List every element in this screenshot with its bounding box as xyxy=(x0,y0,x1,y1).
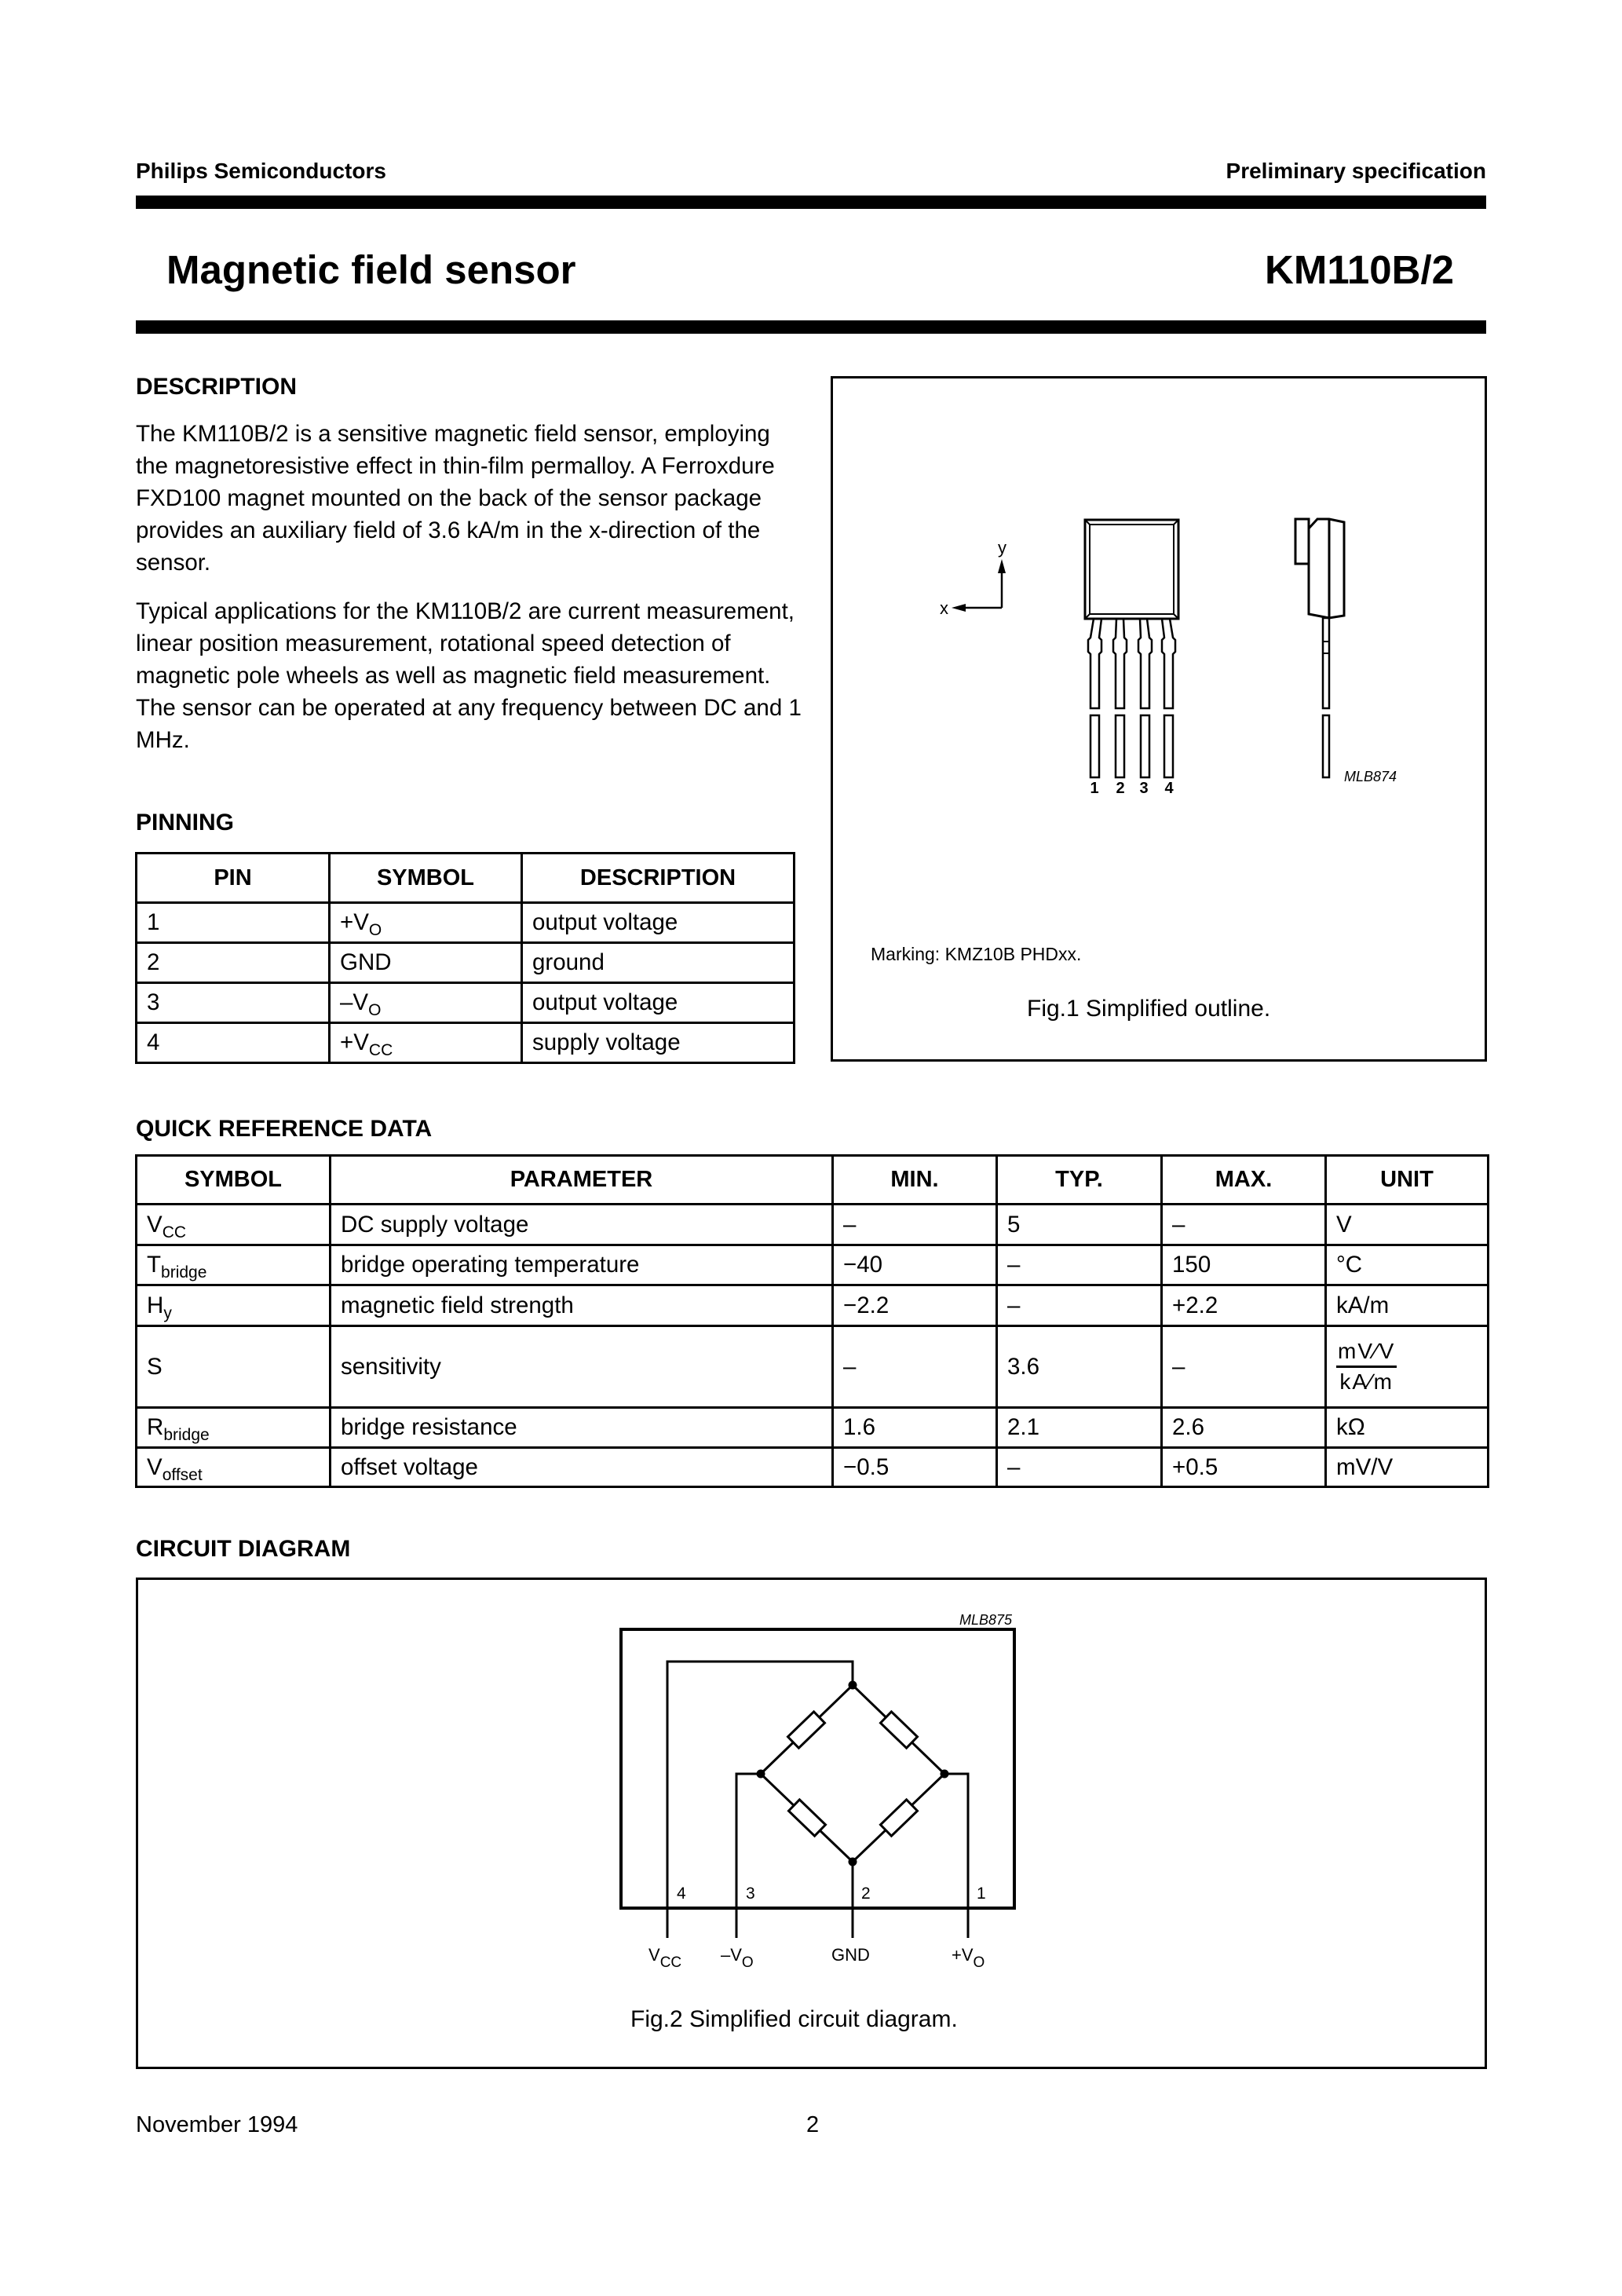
qrd-col-symbol: SYMBOL xyxy=(137,1156,331,1205)
qrd-parameter: offset voltage xyxy=(331,1448,833,1487)
qrd-min: −40 xyxy=(833,1245,997,1285)
circuit-pin-number: 2 xyxy=(861,1885,871,1903)
qrd-min: – xyxy=(833,1326,997,1408)
terminal-label-gnd: GND xyxy=(831,1945,870,1965)
package-pin-label: 1 xyxy=(1090,780,1099,797)
qrd-symbol: $V_{CC}$ xyxy=(137,1205,331,1245)
resistor-icon xyxy=(881,1712,918,1748)
qrd-symbol: $H_y$ xyxy=(137,1285,331,1326)
qrd-parameter: bridge resistance xyxy=(331,1408,833,1448)
pin-symbol: GND xyxy=(330,943,522,983)
description-paragraph-1: The KM110B/2 is a sensitive magnetic field sensor, employing the magnetoresistive effect in thin-film permalloy. A Ferroxdure FXD100 magnet mounted on the back of the sensor package provides an auxiliary field of 3.6 kA/m in the x-direction of the sensor. xyxy=(136,421,775,576)
figure1-caption: Fig.1 Simplified outline. xyxy=(1027,996,1271,1022)
qrd-unit: °C xyxy=(1326,1245,1489,1285)
resistor-icon xyxy=(881,1800,918,1836)
qrd-parameter: bridge operating temperature xyxy=(331,1245,833,1285)
circuit-pin-number: 3 xyxy=(746,1885,755,1903)
part-number: KM110B/2 xyxy=(1265,247,1454,292)
qrd-col-unit: UNIT xyxy=(1326,1156,1489,1205)
qrd-unit: kA/m xyxy=(1326,1285,1489,1326)
qrd-unit: mV/V xyxy=(1326,1448,1489,1487)
pin-description: output voltage xyxy=(522,983,795,1023)
qrd-header-row xyxy=(137,1156,1489,1205)
circuit-pin-numbers xyxy=(677,1885,986,1903)
qrd-symbol: $T_{bridge}$ xyxy=(137,1245,331,1285)
resistor-icon xyxy=(788,1712,825,1748)
node-dot-icon xyxy=(941,1770,949,1779)
circuit-pin-number: 4 xyxy=(677,1885,686,1903)
package-pin-label: 3 xyxy=(1139,780,1149,797)
figure1-drawing-code: MLB874 xyxy=(1344,769,1397,784)
unit-denominator: kA∕m xyxy=(1339,1369,1394,1394)
document-type: Preliminary specification xyxy=(1226,159,1486,183)
pinning-heading: PINNING xyxy=(136,810,235,835)
figure1-drawing xyxy=(0,0,1622,1099)
qrd-max: – xyxy=(1162,1326,1326,1408)
unit-numerator: mV∕V xyxy=(1336,1340,1397,1368)
axis-x-label: x xyxy=(940,598,948,618)
qrd-parameter: magnetic field strength xyxy=(331,1285,833,1326)
pin-number: 3 xyxy=(137,983,330,1023)
terminal-label-plus-vo: +VO xyxy=(952,1945,985,1971)
quick-reference-heading: QUICK REFERENCE DATA xyxy=(136,1116,433,1142)
qrd-min: – xyxy=(833,1205,997,1245)
pin-number: 1 xyxy=(137,903,330,943)
circuit-diagram-heading: CIRCUIT DIAGRAM xyxy=(136,1536,351,1562)
footer-date: November 1994 xyxy=(136,2112,298,2137)
qrd-symbol: S xyxy=(137,1326,331,1408)
qrd-typ: 5 xyxy=(997,1205,1162,1245)
qrd-row xyxy=(137,1326,1489,1408)
qrd-row xyxy=(137,1285,1489,1326)
marking-text: Marking: KMZ10B PHDxx. xyxy=(871,944,1082,964)
node-dot-icon xyxy=(757,1770,765,1779)
pinning-col-pin: PIN xyxy=(137,854,330,903)
qrd-parameter: sensitivity xyxy=(331,1326,833,1408)
pin-symbol: $+V_O$ xyxy=(330,903,522,943)
qrd-max: +2.2 xyxy=(1162,1285,1326,1326)
terminal-label-vcc: VCC xyxy=(648,1945,682,1971)
qrd-typ: – xyxy=(997,1245,1162,1285)
qrd-max: – xyxy=(1162,1205,1326,1245)
circuit-pin-number: 1 xyxy=(977,1885,986,1903)
qrd-col-max: MAX. xyxy=(1162,1156,1326,1205)
qrd-max: 2.6 xyxy=(1162,1408,1326,1448)
company-name: Philips Semiconductors xyxy=(136,159,386,183)
qrd-max: +0.5 xyxy=(1162,1448,1326,1487)
terminal-label-minus-vo: –VO xyxy=(721,1945,754,1971)
qrd-col-parameter: PARAMETER xyxy=(331,1156,833,1205)
pin-description: ground xyxy=(522,943,795,983)
package-pin-label: 2 xyxy=(1116,780,1125,797)
package-front-view xyxy=(1085,520,1178,619)
page-number: 2 xyxy=(806,2112,820,2137)
circuit-wires xyxy=(667,1662,968,1938)
qrd-unit xyxy=(1326,1326,1489,1408)
qrd-typ: – xyxy=(997,1285,1162,1326)
circuit-drawing-code: MLB875 xyxy=(959,1612,1012,1628)
bridge-nodes xyxy=(757,1681,949,1866)
pin-symbol: $+V_{CC}$ xyxy=(330,1023,522,1063)
description-heading: DESCRIPTION xyxy=(136,374,298,400)
qrd-row xyxy=(137,1448,1489,1487)
package-pin-labels xyxy=(1090,780,1174,797)
package-pin-label: 4 xyxy=(1164,780,1174,797)
package-side-view xyxy=(1295,519,1344,777)
qrd-min: −2.2 xyxy=(833,1285,997,1326)
package-leads xyxy=(1088,619,1175,777)
qrd-col-min: MIN. xyxy=(833,1156,997,1205)
description-paragraph-2: Typical applications for the KM110B/2 are current measurement, linear position measurement, rotational speed detection of magnetic pole wheels as well as magnetic field measurement. The sensor can be operated at any frequency between DC and 1 MHz. xyxy=(136,598,802,753)
pinning-col-description: DESCRIPTION xyxy=(522,854,795,903)
qrd-typ: – xyxy=(997,1448,1162,1487)
figure2-caption: Fig.2 Simplified circuit diagram. xyxy=(630,2006,958,2032)
pin-description: output voltage xyxy=(522,903,795,943)
qrd-min: −0.5 xyxy=(833,1448,997,1487)
qrd-row xyxy=(137,1205,1489,1245)
circuit-diagram-drawing xyxy=(0,1563,1622,2081)
qrd-row xyxy=(137,1245,1489,1285)
qrd-parameter: DC supply voltage xyxy=(331,1205,833,1245)
circuit-terminal-labels xyxy=(648,1945,985,1971)
qrd-max: 150 xyxy=(1162,1245,1326,1285)
product-title: Magnetic field sensor xyxy=(166,247,576,292)
pin-number: 2 xyxy=(137,943,330,983)
axis-indicator-icon xyxy=(966,572,1002,608)
pin-number: 4 xyxy=(137,1023,330,1063)
qrd-min: 1.6 xyxy=(833,1408,997,1448)
resistor-icon xyxy=(789,1800,826,1836)
qrd-row xyxy=(137,1408,1489,1448)
pinning-col-symbol: SYMBOL xyxy=(330,854,522,903)
qrd-unit: kΩ xyxy=(1326,1408,1489,1448)
bridge-resistors xyxy=(788,1712,918,1836)
qrd-col-typ: TYP. xyxy=(997,1156,1162,1205)
qrd-symbol: $R_{bridge}$ xyxy=(137,1408,331,1448)
pin-symbol: $-V_O$ xyxy=(330,983,522,1023)
qrd-unit: V xyxy=(1326,1205,1489,1245)
qrd-symbol: $V_{offset}$ xyxy=(137,1448,331,1487)
axis-y-label: y xyxy=(998,538,1006,558)
pin-description: supply voltage xyxy=(522,1023,795,1063)
node-dot-icon xyxy=(849,1858,857,1866)
unit-fraction xyxy=(1336,1340,1397,1393)
node-dot-icon xyxy=(849,1681,857,1690)
qrd-typ: 3.6 xyxy=(997,1326,1162,1408)
quick-reference-table xyxy=(135,1154,1489,1488)
sensor-enclosure xyxy=(621,1629,1014,1908)
qrd-typ: 2.1 xyxy=(997,1408,1162,1448)
